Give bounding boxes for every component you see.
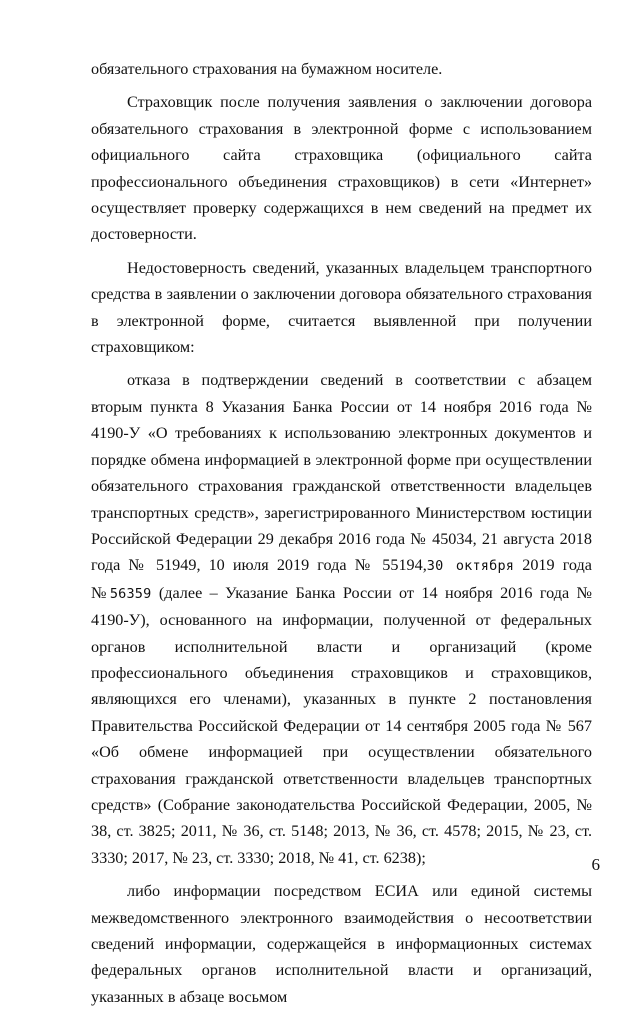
paragraph-4-text-2: 2019 года № <box>91 556 592 602</box>
page-number: 6 <box>591 855 600 874</box>
paragraph-3: Недостоверность сведений, указанных владельцем транспортного средства в заявлении о заключении договора обязательного страхования в электронной форме, считается выявленной при получении страховщиком: <box>91 258 592 357</box>
inserted-number: 56359 <box>109 585 152 602</box>
paragraph-5: либо информации посредством ЕСИА или единой системы межведомственного электронного взаимодействия о несоответствии сведений информации, содержащейся в информационных системах федеральных органов исполнительной власти и организаций, указанных в абзаце восьмом <box>91 882 592 1006</box>
inserted-date: 30 октября <box>426 558 515 575</box>
paragraph-1: обязательного страхования на бумажном носителе. <box>91 60 443 78</box>
paragraph-4-text-1: отказа в подтверждении сведений в соответствии с абзацем вторым пункта 8 Указания Банка России от 14 ноября 2016 года № 4190-У «О требованиях к использованию электронных документов и порядке обмена информацией в электронной форме при осуществлении обязательного страхования гражданской ответственности владельцев транспортных средств», зарегистрированного Министерством юстиции Российской Федерации 29 декабря 2016 года № 45034, 21 августа 2018 года № 51949, 10 июля 2019 года № 55194, <box>91 371 592 575</box>
paragraph-2: Страховщик после получения заявления о заключении договора обязательного страхования в электронной форме с использованием официального сайта страховщика (официального сайта профессионального объединения страховщиков) в сети «Интернет» осуществляет проверку содержащихся в нем сведений на предмет их достоверности. <box>91 93 592 244</box>
document-body <box>91 56 592 1010</box>
paragraph-4 <box>91 367 592 871</box>
paragraph-4-text-3: (далее – Указание Банка России от 14 ноября 2016 года № 4190-У), основанного на информации, полученной от федеральных органов исполнительной власти и организаций (кроме профессионального объединения страховщиков и страховщиков, являющихся его членами), указанных в пункте 2 постановления Правительства Российской Федерации от 14 сентября 2005 года № 567 «Об обмене информацией при осуществлении обязательного страхования гражданской ответственности владельцев транспортных средств» (Собрание законодательства Российской Федерации, 2005, № 38, ст. 3825; 2011, № 36, ст. 5148; 2013, № 36, ст. 4578; 2015, № 23, ст. 3330; 2017, № 23, ст. 3330; 2018, № 41, ст. 6238); <box>91 583 592 867</box>
